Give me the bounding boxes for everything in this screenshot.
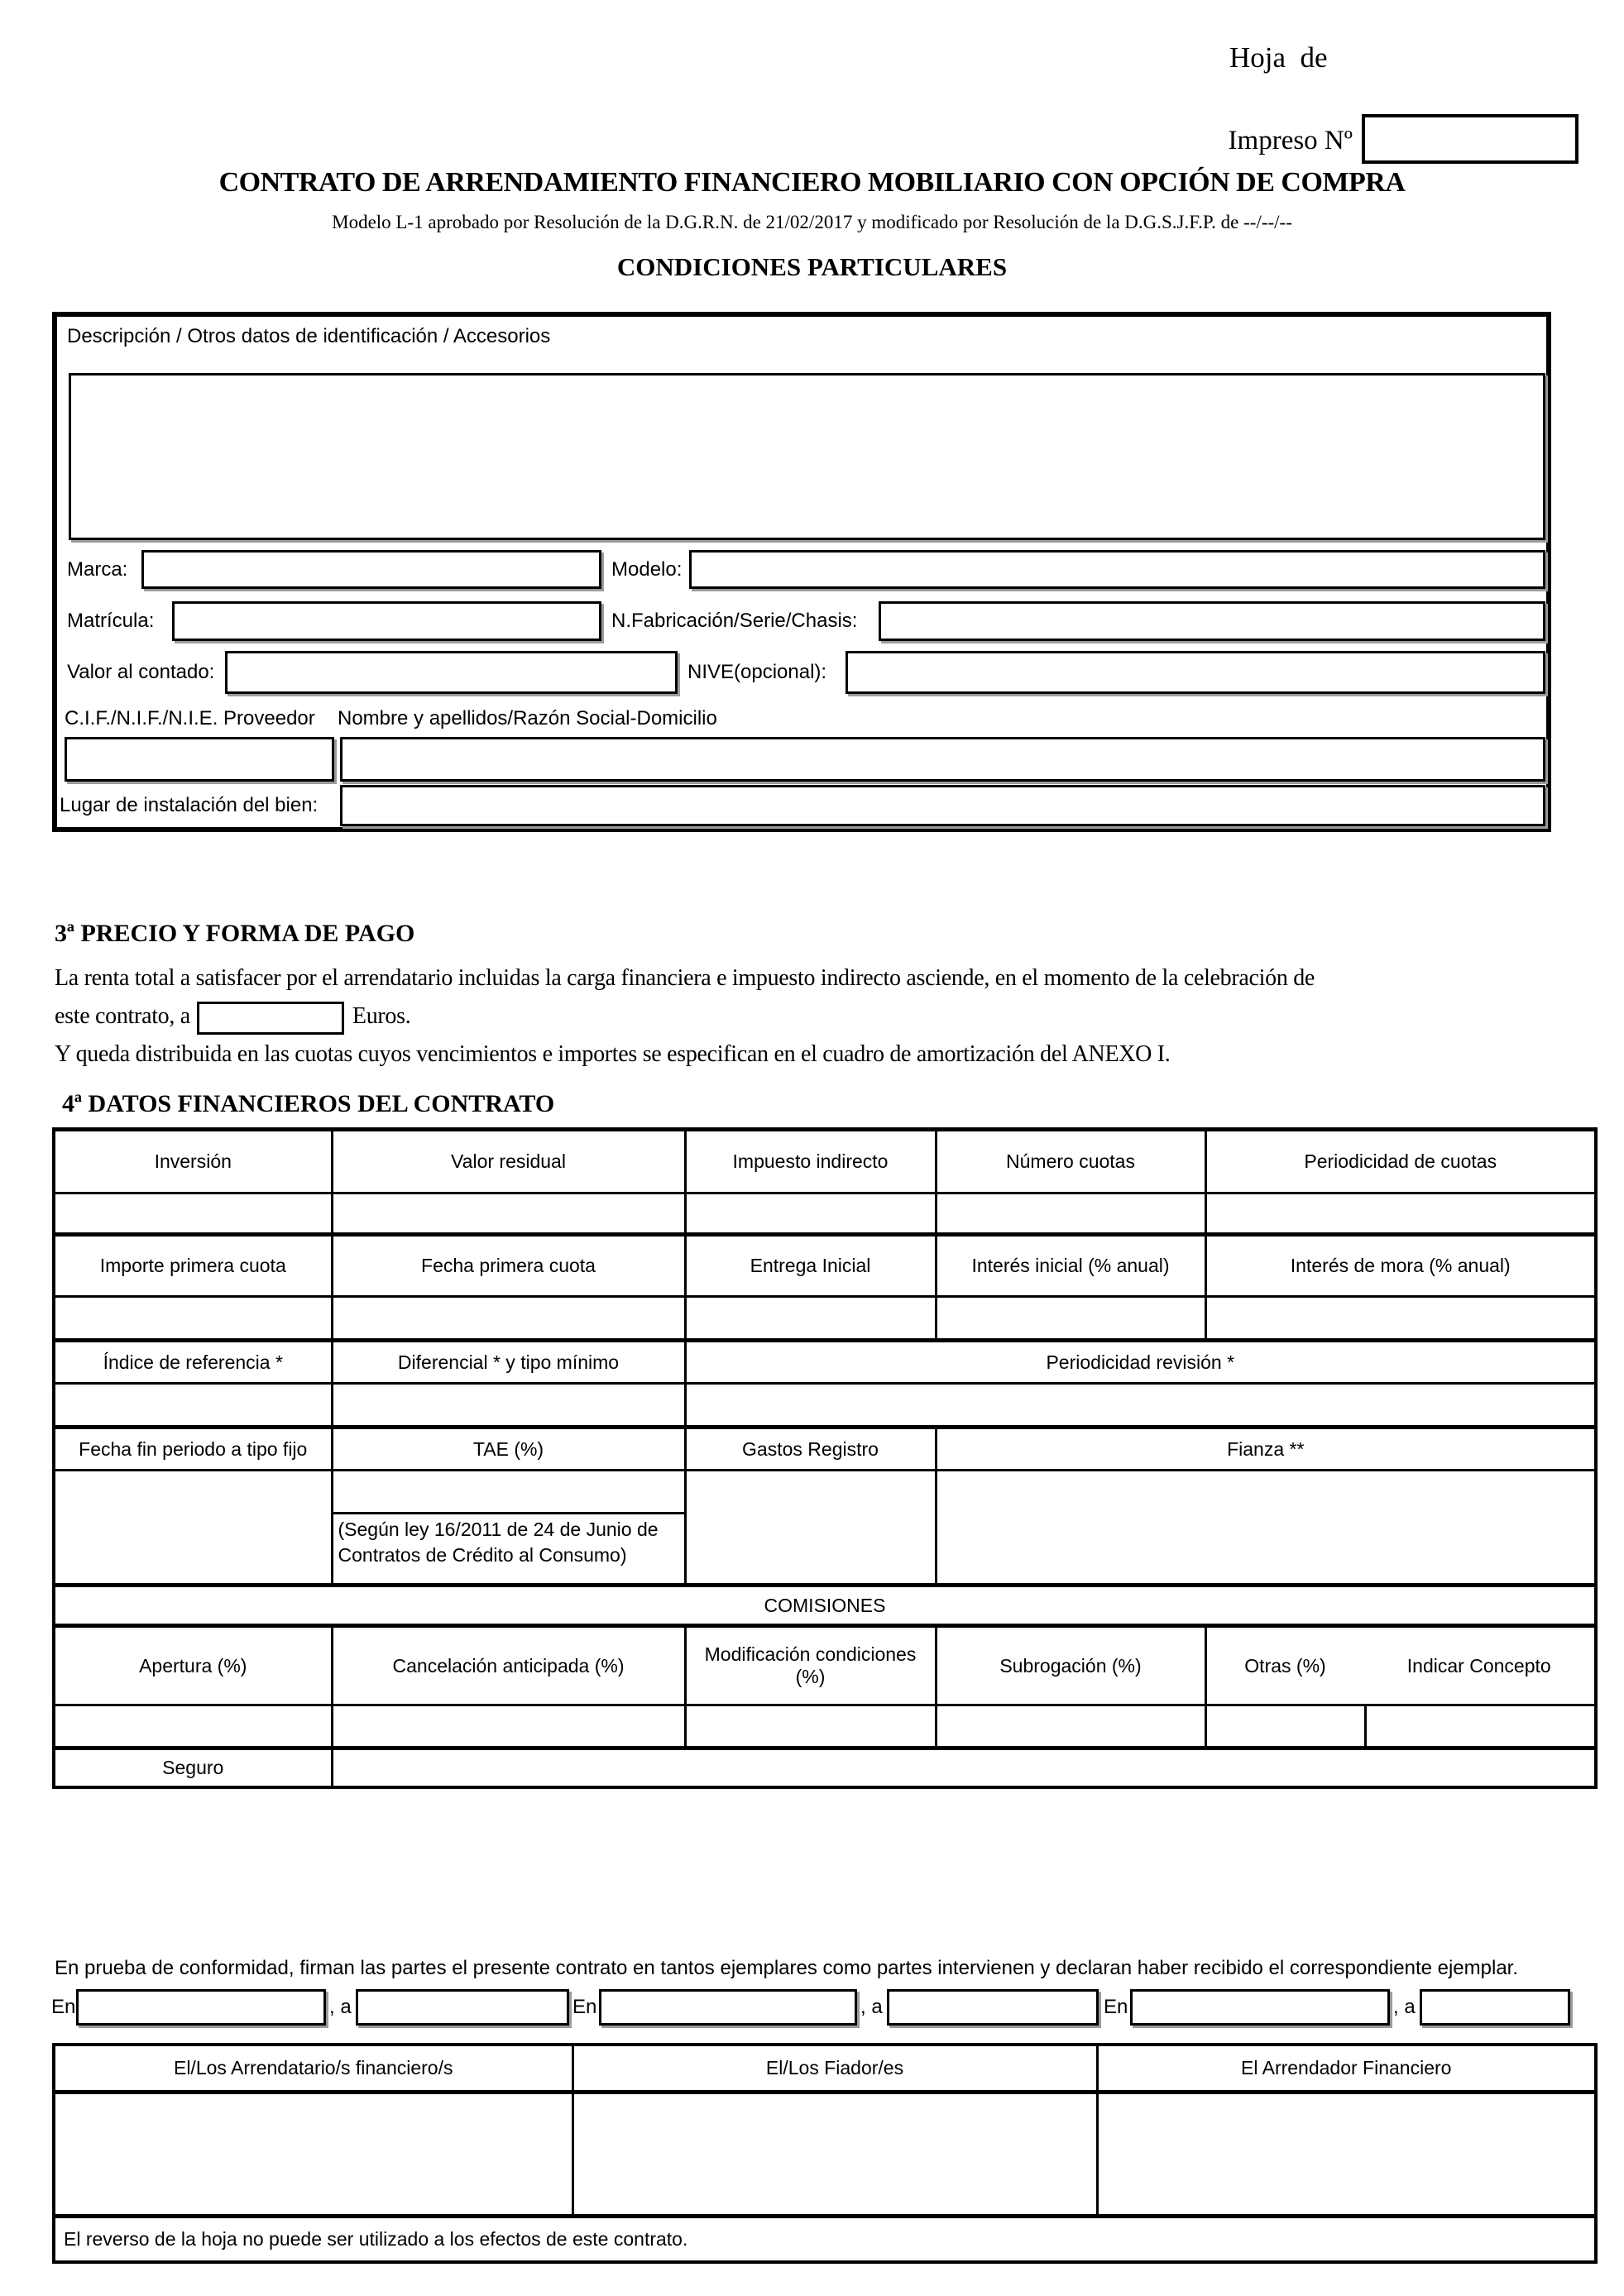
asset-description-box <box>52 312 1551 832</box>
place-input-1[interactable] <box>76 1989 326 2026</box>
header-inversion: Inversión <box>54 1130 332 1193</box>
cancelacion-anticipada-input[interactable] <box>332 1705 685 1748</box>
diferencial-input[interactable] <box>332 1384 685 1428</box>
subrogacion-input[interactable] <box>936 1705 1205 1748</box>
total-renta-input[interactable] <box>197 1002 344 1035</box>
indicar-concepto-input[interactable] <box>1365 1705 1596 1748</box>
particular-conditions-title: CONDICIONES PARTICULARES <box>616 252 1008 281</box>
header-cancelacion-anticipada: Cancelación anticipada (%) <box>332 1626 685 1705</box>
header-impuesto-indirecto: Impuesto indirecto <box>685 1130 936 1193</box>
inversion-input[interactable] <box>54 1193 332 1235</box>
a-label-1: , a <box>329 1996 352 2018</box>
fecha-fin-tipo-fijo-input[interactable] <box>54 1471 332 1586</box>
page-subtitle: Modelo L-1 aprobado por Resolución de la D.G.R.N. de 21/02/2017 y modificado por Resolución de la D.G.S.J.F.P. de --/--/-- <box>332 212 1292 232</box>
impreso-label: Impreso Nº <box>1228 126 1353 155</box>
a-label-2: , a <box>860 1996 883 2018</box>
renta-text-line2: este contrato, a <box>55 1003 190 1029</box>
seguro-input[interactable] <box>332 1748 1596 1787</box>
fianza-input[interactable] <box>936 1471 1596 1586</box>
marca-input[interactable] <box>141 550 601 589</box>
header-otras-indicar <box>1205 1626 1596 1705</box>
header-gastos-registro: Gastos Registro <box>685 1428 936 1471</box>
header-apertura: Apertura (%) <box>54 1626 332 1705</box>
matricula-input[interactable] <box>172 601 601 641</box>
matricula-label: Matrícula: <box>67 610 155 632</box>
header-interes-inicial: Interés inicial (% anual) <box>936 1235 1205 1297</box>
apertura-input[interactable] <box>54 1705 332 1748</box>
indice-referencia-input[interactable] <box>54 1384 332 1428</box>
header-indice-referencia: Índice de referencia * <box>54 1341 332 1384</box>
section4-heading: 4ª DATOS FINANCIEROS DEL CONTRATO <box>62 1090 555 1117</box>
periodicidad-revision-input[interactable] <box>685 1384 1596 1428</box>
header-otras: Otras (%) <box>1244 1654 1326 1677</box>
periodicidad-cuotas-input[interactable] <box>1205 1193 1596 1235</box>
header-diferencial: Diferencial * y tipo mínimo <box>332 1341 685 1384</box>
fecha-primera-cuota-input[interactable] <box>332 1297 685 1341</box>
arrendador-signature-area[interactable] <box>1097 2092 1596 2216</box>
lugar-instalacion-label: Lugar de instalación del bien: <box>60 794 319 816</box>
en-label-3: En <box>1104 1996 1128 2018</box>
otras-input[interactable] <box>1205 1705 1365 1748</box>
description-input[interactable] <box>69 373 1545 540</box>
arrendatario-signature-area[interactable] <box>54 2092 572 2216</box>
header-fianza: Fianza ** <box>936 1428 1596 1471</box>
importe-primera-cuota-input[interactable] <box>54 1297 332 1341</box>
entrega-inicial-input[interactable] <box>685 1297 936 1341</box>
date-input-2[interactable] <box>887 1989 1099 2026</box>
impreso-numero-input[interactable] <box>1362 114 1578 164</box>
financial-data-table <box>52 1127 1598 1789</box>
gastos-registro-input[interactable] <box>685 1471 936 1586</box>
header-interes-mora: Interés de mora (% anual) <box>1205 1235 1596 1297</box>
header-subrogacion: Subrogación (%) <box>936 1626 1205 1705</box>
en-label-1: En <box>51 1996 76 2018</box>
conformity-text: En prueba de conformidad, firman las partes el presente contrato en tantos ejemplares como partes intervienen y declaran haber recibido el correspondiente ejemplar. <box>55 1957 1519 1979</box>
euros-label: Euros. <box>352 1003 411 1029</box>
hoja-label: Hoja de <box>1229 41 1328 74</box>
header-tae: TAE (%) <box>332 1428 685 1471</box>
reverse-note: El reverso de la hoja no puede ser utilizado a los efectos de este contrato. <box>54 2216 1596 2262</box>
fiador-signature-area[interactable] <box>572 2092 1097 2216</box>
header-indicar-concepto: Indicar Concepto <box>1406 1654 1551 1677</box>
header-fecha-fin-tipo-fijo: Fecha fin periodo a tipo fijo <box>54 1428 332 1471</box>
renta-text-line1: La renta total a satisfacer por el arrendatario incluidas la carga financiera e impuesto indirecto asciende, en el momento de la celebración de <box>55 965 1315 991</box>
chasis-input[interactable] <box>879 601 1545 641</box>
modelo-label: Modelo: <box>611 558 683 581</box>
header-importe-primera-cuota: Importe primera cuota <box>54 1235 332 1297</box>
valor-contado-input[interactable] <box>225 651 678 694</box>
numero-cuotas-input[interactable] <box>936 1193 1205 1235</box>
header-periodicidad-cuotas: Periodicidad de cuotas <box>1205 1130 1596 1193</box>
lugar-instalacion-input[interactable] <box>340 785 1545 826</box>
section3-paragraph <box>55 959 1583 1074</box>
modificacion-condiciones-input[interactable] <box>685 1705 936 1748</box>
valor-residual-input[interactable] <box>332 1193 685 1235</box>
header-fecha-primera-cuota: Fecha primera cuota <box>332 1235 685 1297</box>
header-entrega-inicial: Entrega Inicial <box>685 1235 936 1297</box>
header-valor-residual: Valor residual <box>332 1130 685 1193</box>
cif-proveedor-input[interactable] <box>65 737 334 782</box>
section3-heading: 3ª PRECIO Y FORMA DE PAGO <box>55 920 415 947</box>
description-label: Descripción / Otros datos de identificación / Accesorios <box>67 325 551 347</box>
header-numero-cuotas: Número cuotas <box>936 1130 1205 1193</box>
impuesto-indirecto-input[interactable] <box>685 1193 936 1235</box>
valor-contado-label: Valor al contado: <box>67 661 215 683</box>
nombre-razon-social-label: Nombre y apellidos/Razón Social-Domicilio <box>338 707 717 729</box>
place-input-2[interactable] <box>599 1989 857 2026</box>
page-title: CONTRATO DE ARRENDAMIENTO FINANCIERO MOBILIARIO CON OPCIÓN DE COMPRA <box>218 167 1406 198</box>
cif-proveedor-label: C.I.F./N.I.F./N.I.E. Proveedor <box>65 707 315 729</box>
tae-cell <box>332 1471 685 1586</box>
en-label-2: En <box>572 1996 597 2018</box>
header-arrendador: El Arrendador Financiero <box>1097 2045 1596 2092</box>
seguro-label: Seguro <box>54 1748 332 1787</box>
distribution-text: Y queda distribuida en las cuotas cuyos vencimientos e importes se especifican en el cuadro de amortización del ANEXO I. <box>55 1041 1171 1067</box>
nombre-razon-social-input[interactable] <box>340 737 1545 782</box>
tae-input[interactable] <box>333 1471 684 1514</box>
marca-label: Marca: <box>67 558 128 581</box>
modelo-input[interactable] <box>689 550 1545 589</box>
nive-label: NIVE(opcional): <box>687 661 827 683</box>
header-periodicidad-revision: Periodicidad revisión * <box>685 1341 1596 1384</box>
place-date-row <box>0 1989 1624 2026</box>
header-fiador: El/Los Fiador/es <box>572 2045 1097 2092</box>
interes-inicial-input[interactable] <box>936 1297 1205 1341</box>
header-arrendatario: El/Los Arrendatario/s financiero/s <box>54 2045 572 2092</box>
tae-law-note: (Según ley 16/2011 de 24 de Junio de Contratos de Crédito al Consumo) <box>338 1519 659 1566</box>
a-label-3: , a <box>1393 1996 1416 2018</box>
date-input-3[interactable] <box>1420 1989 1570 2026</box>
header-modificacion-condiciones: Modificación condiciones (%) <box>685 1626 936 1705</box>
signature-table <box>52 2043 1598 2264</box>
place-input-3[interactable] <box>1130 1989 1390 2026</box>
interes-mora-input[interactable] <box>1205 1297 1596 1341</box>
comisiones-title: COMISIONES <box>54 1586 1596 1626</box>
date-input-1[interactable] <box>356 1989 569 2026</box>
chasis-label: N.Fabricación/Serie/Chasis: <box>611 610 858 632</box>
nive-input[interactable] <box>846 651 1545 694</box>
